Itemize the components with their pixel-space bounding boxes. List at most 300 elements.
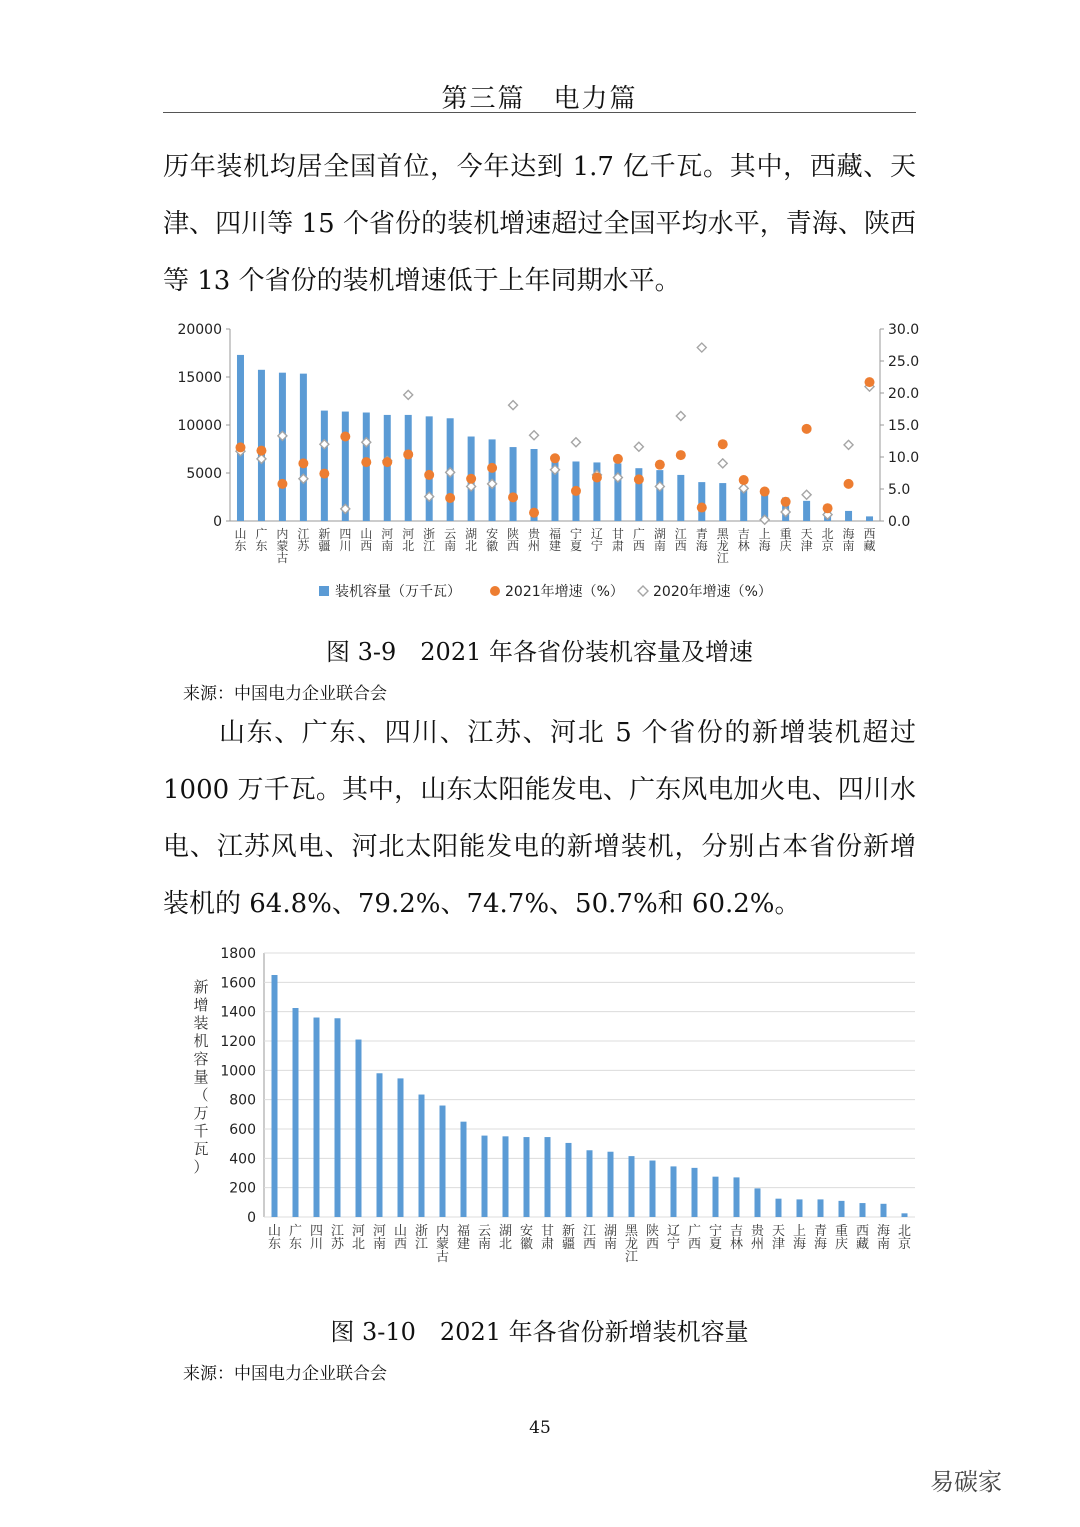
x-category-label-char: 江 [297, 527, 310, 541]
growth-2021-point [319, 469, 329, 479]
x-category-label [759, 526, 771, 553]
x-category-label-char: 云 [477, 1224, 492, 1239]
right-tick-label: 5.0 [888, 482, 911, 498]
x-category-label [898, 1224, 911, 1252]
x-category-label [688, 1224, 701, 1252]
capacity-bar [300, 374, 307, 521]
x-category-label [604, 1223, 617, 1252]
capacity-bar [426, 416, 433, 521]
capacity-bar [719, 483, 726, 521]
x-category-label [549, 527, 561, 553]
x-category-label-char: 福 [456, 1224, 471, 1239]
new-capacity-bar [524, 1137, 530, 1217]
growth-2020-point [571, 438, 580, 447]
new-capacity-bar [314, 1018, 320, 1217]
growth-2021-point [613, 454, 623, 464]
x-category-label-char: 南 [444, 539, 457, 553]
growth-2021-point [844, 479, 854, 489]
x-category-label-char: 苏 [297, 539, 310, 553]
x-category-label-char: 林 [729, 1237, 744, 1252]
x-category-label-char: 京 [821, 539, 834, 553]
x-category-label-char: 宁 [708, 1224, 723, 1239]
y-tick-label: 1600 [220, 975, 256, 992]
x-category-label-char: 川 [309, 1237, 324, 1252]
x-category-label-char: 宁 [569, 527, 582, 541]
figure-3-10-source: 来源：中国电力企业联合会 [183, 1364, 387, 1384]
y-axis-title-char: 装 [193, 1014, 209, 1032]
x-category-label [646, 1223, 659, 1252]
new-capacity-bar [608, 1152, 614, 1217]
x-category-label-char: 北 [465, 539, 478, 553]
x-category-label-char: 重 [779, 527, 792, 541]
growth-2021-point [487, 463, 497, 473]
x-category-label [562, 1224, 575, 1252]
growth-2021-point [634, 474, 644, 484]
x-category-label [675, 527, 687, 553]
x-category-label-char: 南 [603, 1237, 618, 1252]
x-category-label-char: 庆 [834, 1237, 849, 1252]
x-category-label [436, 1223, 449, 1265]
x-category-label-char: 西 [393, 1237, 408, 1252]
growth-2021-point [361, 457, 371, 467]
new-capacity-bar [776, 1199, 782, 1217]
x-category-label-char: 西 [674, 539, 687, 553]
x-category-label-char: 广 [288, 1224, 303, 1239]
capacity-bar [866, 516, 873, 521]
left-tick-label: 10000 [177, 418, 222, 434]
x-category-label-char: 西 [582, 1237, 597, 1252]
new-capacity-bar [650, 1161, 656, 1217]
x-category-label [465, 526, 477, 553]
x-category-label [297, 527, 310, 553]
new-capacity-bar [377, 1073, 383, 1217]
x-category-label-char: 海 [876, 1224, 891, 1239]
y-axis-title-char: 千 [193, 1122, 209, 1140]
growth-2021-point [298, 458, 308, 468]
growth-2021-point [592, 472, 602, 482]
x-category-label-char: 广 [687, 1224, 702, 1239]
x-category-label [751, 1223, 765, 1252]
new-capacity-bar [818, 1199, 824, 1217]
x-category-label [444, 527, 456, 553]
growth-2021-point [235, 442, 245, 452]
right-tick-label: 20.0 [888, 386, 920, 402]
y-axis-title-char: 增 [193, 996, 209, 1014]
y-tick-label: 1400 [220, 1004, 256, 1021]
x-category-label-char: 西 [632, 539, 645, 553]
new-capacity-bar [272, 975, 278, 1217]
new-capacity-bar [503, 1136, 509, 1217]
x-category-label-char: 广 [255, 527, 268, 541]
growth-2020-point [718, 459, 727, 468]
growth-2020-point [802, 490, 811, 499]
capacity-bar [677, 475, 684, 521]
figure-3-9-caption: 图 3-9 2021 年各省份装机容量及增速 [326, 638, 753, 666]
growth-2021-point [550, 453, 560, 463]
x-category-label [772, 1224, 785, 1252]
legend-label-2021: 2021年增速（%） [505, 584, 624, 600]
x-category-label-char: 甘 [540, 1224, 555, 1239]
x-category-label [499, 1223, 512, 1252]
x-category-label-char: 建 [548, 539, 562, 553]
x-category-label [612, 526, 624, 553]
x-category-label [486, 526, 498, 553]
x-category-label-char: 吉 [737, 527, 750, 541]
new-capacity-bar [692, 1168, 698, 1217]
x-category-label [268, 1224, 281, 1252]
growth-2021-point [739, 475, 749, 485]
x-category-label-char: 新 [318, 527, 331, 541]
x-category-label-char: 州 [750, 1237, 765, 1252]
x-category-label [339, 527, 351, 553]
x-category-label-char: 新 [561, 1224, 576, 1239]
x-category-label-char: 南 [381, 539, 394, 553]
x-category-label [255, 526, 267, 553]
x-category-label [654, 526, 666, 553]
growth-2021-point [256, 446, 266, 456]
new-capacity-bar [335, 1018, 341, 1217]
x-category-label [667, 1224, 680, 1252]
x-category-label [289, 1224, 302, 1252]
x-category-label-char: 蒙 [435, 1237, 450, 1252]
new-capacity-bar [881, 1204, 887, 1217]
x-category-label-char: 江 [423, 539, 436, 553]
capacity-bar [237, 355, 244, 521]
growth-2021-point [277, 479, 287, 489]
x-category-label-char: 疆 [318, 539, 331, 553]
new-capacity-bar [839, 1201, 845, 1217]
x-category-label-char: 海 [842, 527, 855, 541]
x-category-label [276, 526, 288, 565]
x-category-label-char: 重 [834, 1224, 849, 1239]
x-category-label [415, 1223, 428, 1252]
x-category-label-char: 海 [695, 539, 708, 553]
x-category-label-char: 东 [255, 539, 268, 553]
x-category-label [520, 1223, 533, 1252]
x-category-label-char: 南 [372, 1237, 387, 1252]
x-category-label-char: 内 [276, 527, 289, 541]
x-category-label-char: 云 [444, 527, 457, 541]
x-category-label-char: 贵 [528, 527, 541, 541]
x-category-label-char: 津 [771, 1237, 786, 1252]
x-category-label-char: 林 [737, 539, 750, 553]
x-category-label-char: 蒙 [276, 539, 289, 553]
left-tick-label: 15000 [177, 370, 222, 386]
growth-2021-point [382, 457, 392, 467]
new-capacity-bar [671, 1166, 677, 1217]
new-capacity-bar [356, 1040, 362, 1217]
x-category-label [864, 527, 876, 553]
new-capacity-bar [545, 1137, 551, 1217]
y-axis-title-char: （ [193, 1086, 209, 1104]
x-category-label-char: 贵 [750, 1224, 765, 1239]
x-category-label-char: 河 [381, 527, 394, 541]
legend-label-capacity: 装机容量（万千瓦） [335, 584, 461, 600]
x-category-label-char: 山 [267, 1224, 282, 1239]
x-category-label-char: 东 [288, 1237, 303, 1252]
new-capacity-bar [461, 1122, 467, 1217]
left-tick-label: 5000 [186, 466, 222, 482]
x-category-label-char: 江 [582, 1224, 597, 1239]
growth-2020-point [634, 442, 643, 451]
x-category-label-char: 北 [351, 1237, 366, 1252]
x-category-label-char: 江 [330, 1224, 345, 1239]
legend-swatch-capacity [319, 586, 329, 596]
y-tick-label: 1200 [220, 1034, 256, 1050]
x-category-label [591, 527, 603, 553]
x-category-label [570, 527, 582, 553]
x-category-label [583, 1224, 596, 1252]
figure-3-10-caption: 图 3-10 2021 年各省份新增装机容量 [330, 1318, 749, 1346]
x-category-label-char: 四 [309, 1224, 324, 1239]
new-capacity-bar [860, 1203, 866, 1217]
capacity-bar [510, 447, 517, 521]
y-tick-label: 600 [229, 1122, 256, 1138]
legend-marker-2020 [638, 586, 648, 596]
legend-marker-2021 [490, 586, 500, 596]
x-category-label-char: 湖 [603, 1224, 618, 1239]
x-category-label-char: 州 [528, 539, 541, 553]
x-category-label-char: 福 [548, 527, 562, 541]
x-category-label-char: 海 [813, 1237, 828, 1252]
new-capacity-bar [482, 1136, 488, 1217]
x-category-label [843, 527, 855, 553]
x-category-label [394, 1224, 407, 1252]
capacity-growth-chart [165, 315, 925, 610]
y-tick-label: 200 [229, 1180, 256, 1197]
x-category-label-char: 疆 [561, 1237, 576, 1252]
x-category-label-char: 西 [645, 1237, 660, 1252]
right-tick-label: 15.0 [888, 418, 920, 434]
x-category-label-char: 川 [339, 539, 352, 553]
y-axis-title-char: 机 [193, 1032, 209, 1050]
left-tick-label: 20000 [177, 322, 222, 338]
x-category-label [835, 1224, 848, 1252]
x-category-label-char: 北 [821, 527, 834, 541]
x-category-label-char: 江 [716, 551, 729, 565]
x-category-label-char: 天 [800, 527, 813, 541]
new-capacity-bar [713, 1177, 719, 1217]
x-category-label-char: 山 [360, 527, 373, 541]
new-capacity-bar [419, 1095, 425, 1217]
x-category-label-char: 河 [402, 527, 415, 541]
x-category-label-char: 徽 [519, 1237, 534, 1252]
x-category-label-char: 黑 [624, 1224, 639, 1239]
x-category-label [402, 527, 414, 553]
x-category-label-char: 北 [897, 1224, 912, 1239]
capacity-bar [803, 501, 810, 521]
x-category-label-char: 肃 [540, 1237, 555, 1252]
page-header: 第三篇 电力篇 [441, 84, 638, 114]
x-category-label [331, 1224, 345, 1252]
x-category-label [738, 526, 750, 553]
x-category-label-char: 夏 [708, 1237, 723, 1252]
x-category-label-char: 辽 [590, 527, 603, 541]
x-category-label-char: 龙 [716, 539, 729, 553]
y-tick-label: 1000 [220, 1063, 256, 1080]
new-capacity-chart [165, 935, 925, 1280]
x-category-label [507, 526, 519, 553]
x-category-label-char: 西 [855, 1224, 870, 1239]
x-category-label-char: 北 [402, 539, 415, 553]
x-category-label-char: 河 [351, 1224, 366, 1239]
x-category-label-char: 东 [267, 1237, 282, 1252]
x-category-label-char: 安 [519, 1224, 534, 1239]
new-capacity-bar [566, 1143, 572, 1217]
growth-2021-point [424, 470, 434, 480]
x-category-label-char: 南 [477, 1237, 492, 1252]
growth-2021-point [760, 487, 770, 497]
x-category-label-char: 京 [897, 1237, 912, 1252]
x-category-label-char: 湖 [498, 1224, 513, 1239]
y-axis-title-char: 新 [193, 978, 209, 996]
figure-3-9-source: 来源：中国电力企业联合会 [183, 684, 387, 704]
x-category-label-char: 西 [687, 1237, 702, 1252]
capacity-bar [258, 370, 265, 521]
paragraph-1: 历年装机均居全国首位，今年达到 1.7 亿千瓦。其中，西藏、天津、四川等 15 个省份的装机增速超过全国平均水平，青海、陕西等 13 个省份的装机增速低于上年同期水平。 [163, 152, 916, 296]
x-category-label-char: 陕 [507, 527, 520, 541]
x-category-label [457, 1224, 470, 1252]
x-category-label [793, 1224, 806, 1252]
x-category-label-char: 辽 [666, 1224, 681, 1239]
growth-2021-point [865, 377, 875, 387]
x-category-label-char: 南 [653, 539, 666, 553]
x-category-label-char: 西 [863, 527, 876, 541]
growth-2021-point [676, 450, 686, 460]
x-category-label-char: 徽 [486, 539, 499, 553]
x-category-label-char: 内 [435, 1224, 450, 1239]
x-category-label [856, 1224, 869, 1252]
x-category-label-char: 宁 [666, 1237, 681, 1252]
growth-2021-point [466, 474, 476, 484]
x-category-label-char: 藏 [863, 539, 876, 553]
capacity-bar [698, 482, 705, 521]
x-category-label-char: 浙 [423, 527, 436, 541]
x-category-label-char: 西 [360, 539, 373, 553]
y-axis-title-char: 量 [193, 1068, 209, 1086]
capacity-bar [405, 415, 412, 521]
x-category-label-char: 青 [813, 1224, 828, 1239]
new-capacity-bar [797, 1199, 803, 1217]
x-category-label-char: 南 [842, 539, 855, 553]
growth-2021-point [508, 492, 518, 502]
x-category-label [822, 527, 834, 553]
growth-2021-point [718, 439, 728, 449]
x-category-label [352, 1224, 365, 1252]
x-category-label-char: 藏 [855, 1237, 870, 1252]
x-category-label-char: 宁 [590, 539, 603, 553]
x-category-label [696, 526, 708, 553]
capacity-bar [279, 373, 286, 521]
capacity-bar [656, 470, 663, 521]
x-category-label [318, 527, 330, 553]
x-category-label-char: 上 [758, 527, 771, 541]
new-capacity-bar [629, 1156, 635, 1217]
x-category-label-char: 陕 [645, 1224, 660, 1239]
y-axis-title-char: 瓦 [193, 1140, 209, 1158]
capacity-bar [845, 511, 852, 521]
x-category-label-char: 北 [498, 1237, 513, 1252]
y-axis-title-char: ） [193, 1158, 209, 1176]
x-category-label-char: 苏 [330, 1237, 345, 1252]
y-axis-title [193, 978, 208, 1176]
x-category-label-char: 江 [624, 1250, 639, 1265]
x-category-label-char: 广 [632, 527, 645, 541]
y-tick-label: 1800 [220, 946, 256, 962]
x-category-label-char: 山 [234, 527, 247, 541]
growth-2020-point [676, 412, 685, 421]
new-capacity-bar [902, 1213, 908, 1217]
x-category-label-char: 西 [507, 539, 520, 553]
growth-2020-point [404, 390, 413, 399]
x-category-label-char: 安 [486, 527, 499, 541]
growth-2021-point [697, 503, 707, 513]
x-category-label [780, 526, 792, 553]
capacity-bar [321, 411, 328, 521]
growth-2021-point [781, 497, 791, 507]
x-category-label-char: 古 [276, 551, 289, 565]
x-category-label [373, 1224, 386, 1252]
x-category-label [717, 527, 730, 565]
growth-2021-point [655, 460, 665, 470]
new-capacity-bar [587, 1150, 593, 1217]
x-category-label-char: 东 [234, 539, 247, 553]
y-axis-title-char: 容 [193, 1050, 209, 1068]
x-category-label-char: 江 [674, 527, 687, 541]
x-category-label-char: 甘 [611, 527, 624, 541]
x-category-label-char: 夏 [569, 539, 582, 553]
page-number: 45 [529, 1418, 551, 1438]
x-category-label-char: 建 [456, 1237, 471, 1252]
x-category-label-char: 庆 [779, 539, 792, 553]
growth-2021-point [445, 493, 455, 503]
x-category-label-char: 海 [758, 539, 771, 553]
x-category-label-char: 海 [792, 1237, 807, 1252]
header-divider [163, 112, 916, 113]
capacity-bar [384, 415, 391, 521]
new-capacity-bar [755, 1188, 761, 1217]
right-tick-label: 0.0 [888, 514, 911, 530]
right-tick-label: 10.0 [888, 450, 920, 466]
x-category-label [730, 1223, 743, 1252]
x-category-label-char: 江 [414, 1237, 429, 1252]
x-category-label-char: 四 [339, 527, 352, 541]
new-capacity-bar [440, 1106, 446, 1217]
x-category-label-char: 吉 [729, 1224, 744, 1239]
wechat-watermark: 易碳家 [930, 1468, 1002, 1496]
x-category-label-char: 古 [435, 1250, 450, 1265]
x-category-label-char: 湖 [465, 527, 478, 541]
growth-2021-point [529, 508, 539, 518]
x-category-label-char: 肃 [611, 539, 624, 553]
growth-2020-point [530, 431, 539, 440]
left-tick-label: 0 [213, 514, 222, 530]
x-category-label [234, 527, 246, 553]
x-category-label-char: 津 [800, 539, 813, 553]
growth-2020-point [844, 440, 853, 449]
growth-2021-point [823, 503, 833, 513]
x-category-label-char: 山 [393, 1224, 408, 1239]
x-category-label-char: 湖 [653, 527, 666, 541]
x-category-label [423, 526, 435, 553]
y-tick-label: 800 [229, 1092, 256, 1109]
x-category-label-char: 黑 [716, 527, 729, 541]
legend-label-2020: 2020年增速（%） [653, 584, 772, 600]
growth-2021-point [340, 432, 350, 442]
x-category-label [633, 526, 645, 553]
growth-2021-point [403, 449, 413, 459]
x-category-label [801, 527, 813, 553]
